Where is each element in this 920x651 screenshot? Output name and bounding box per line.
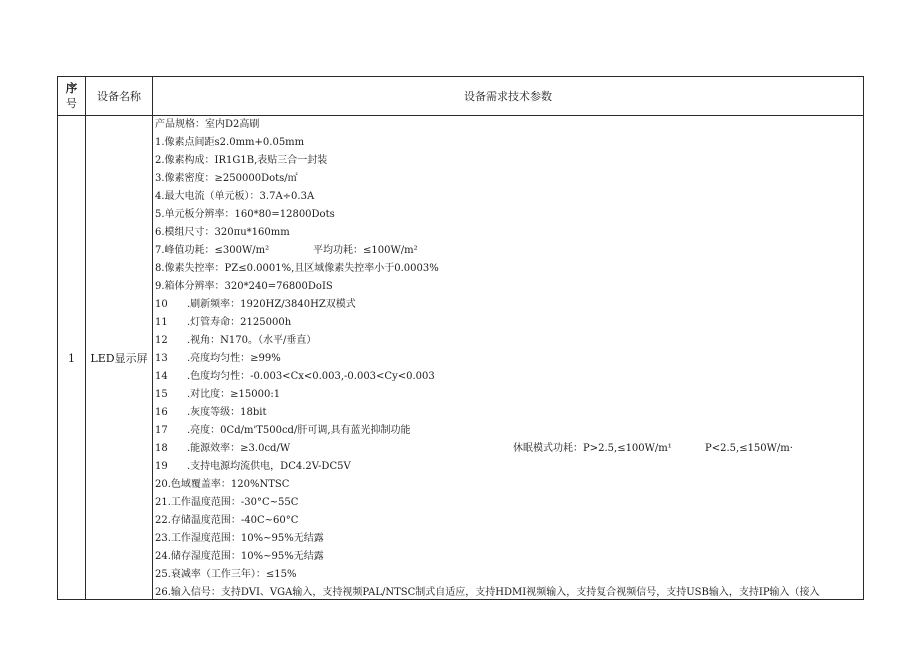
spec-table [57,76,864,600]
spec-line [155,548,863,566]
spec-text: .灰度等级：18bit [187,407,267,418]
spec-number: 15 [155,389,168,400]
spec-number: 10 [155,299,168,310]
spec-text: .灯管寿命：2125000h [187,317,292,328]
spec-number: 17 [155,425,168,436]
spec-text: .对比度：≥15000:1 [187,389,281,400]
header-device-name: 设备名称 [97,90,141,103]
spec-text: 8.像素失控率：PZ≤0.0001%,且区域像素失控率小于0.0003% [155,263,439,274]
spec-line [155,332,863,350]
spec-line [155,512,863,530]
header-no-bottom: 号 [66,97,77,110]
spec-list [153,115,863,600]
spec-text: .色度均匀性：-0.003<Cx<0.003,-0.003<Cy<0.003 [187,371,435,382]
spec-line [155,152,863,170]
spec-line [155,368,863,386]
spec-text: 24.储存湿度范围：10%~95%无结露 [155,551,324,562]
spec-line [155,170,863,188]
spec-text: 23.工作湿度范围：10%~95%无结露 [155,533,324,544]
spec-extra: P<2.5,≤150W/m· [705,443,793,454]
spec-number: 19 [155,461,168,472]
spec-line [155,404,863,422]
spec-line [155,260,863,278]
spec-line [155,440,863,458]
spec-number: 18 [155,443,168,454]
spec-line [155,584,863,600]
spec-line [155,422,863,440]
spec-text: 7.峰值功耗：≤300W/m² [155,245,270,256]
spec-number: 14 [155,371,168,382]
spec-line [155,314,863,332]
spec-text: 2.像素构成：IR1G1B,表贴三合一封装 [155,155,328,166]
spec-text: 5.单元板分辨率：160*80=12800Dots [155,209,335,220]
spec-line [155,494,863,512]
spec-text: 21.工作温度范围：-30°C~55C [155,497,299,508]
spec-line [155,296,863,314]
spec-line [155,350,863,368]
spec-number: 13 [155,353,168,364]
spec-extra: 平均功耗：≤100W/m² [313,245,418,256]
header-no-top: 序 [65,81,78,95]
spec-line [155,224,863,242]
header-no [58,77,85,115]
spec-text: 26.输入信号：支持DVI、VGA输入，支持视频PAL/NTSC制式自适应，支持HDMI视频输入，支持复合视频信号，支持USB输入，支持IP输入（接入 [155,587,820,598]
spec-line [155,458,863,476]
spec-text: 25.衰减率（工作三年）：≤15% [155,569,297,580]
spec-text: .能源效率：≥3.0cd/W [187,443,291,454]
spec-text: 6.模组尺寸：320πu*160mm [155,227,290,238]
spec-line [155,530,863,548]
spec-text: .亮度均匀性：≥99% [187,353,281,364]
header-tech-params: 设备需求技术参数 [464,90,552,103]
spec-text: .亮度：0Cd/m'T500cd/肝可调,具有蓝光抑制功能 [187,425,411,436]
spec-line [155,242,863,260]
spec-line [155,278,863,296]
spec-extra: 休眠模式功耗：P>2.5,≤100W/m¹ [513,443,672,454]
spec-line [155,134,863,152]
spec-text: .支持电源均流供电，DC4.2V-DC5V [187,461,351,472]
spec-text: 4.最大电流（单元板）：3.7A÷0.3A [155,191,315,202]
spec-text: .视角：N170。（水平/垂直） [187,335,317,346]
spec-text: 1.像素点间距s2.0mm+0.05mm [155,137,305,148]
spec-text: 20.色域覆盖率：120%NTSC [155,479,290,490]
spec-number: 16 [155,407,168,418]
spec-line [155,476,863,494]
spec-text: 3.像素密度：≥250000Dots/㎡ [155,173,298,184]
spec-text: 9.箱体分辨率：320*240=76800DoIS [155,281,333,292]
row-number: 1 [68,351,75,365]
spec-number: 12 [155,335,168,346]
spec-line [155,206,863,224]
spec-text: .刷新频率：1920HZ/3840HZ双模式 [187,299,356,310]
spec-line [155,386,863,404]
spec-number: 11 [155,317,168,328]
spec-line [155,188,863,206]
device-name: LED显示屏 [90,352,148,365]
spec-text: 产品规格：室内D2高刷 [155,119,260,130]
spec-line [155,566,863,584]
spec-line [155,116,863,134]
spec-text: 22.存储温度范围：-40C~60°C [155,515,299,526]
